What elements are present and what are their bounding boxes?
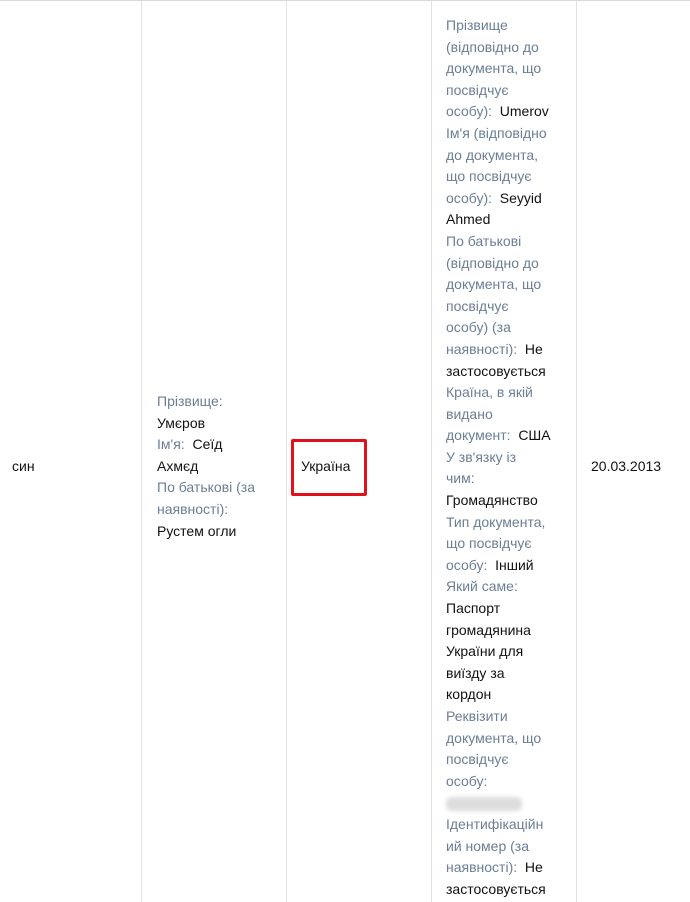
doc-line: Тип документа,: [446, 513, 546, 530]
doc-value: Громадянство: [446, 492, 538, 509]
redacted-document-number: [446, 792, 571, 814]
doc-label: особу:: [446, 556, 488, 573]
doc-line: (відповідно до: [446, 254, 539, 271]
doc-line: видано: [446, 405, 493, 422]
doc-line: що посвідчує: [446, 535, 532, 552]
doc-line: особу:: [446, 772, 488, 789]
doc-value: Ahmed: [446, 211, 491, 228]
doc-value: кордон: [446, 686, 492, 703]
doc-line: чим:: [446, 470, 475, 487]
column-divider: [286, 1, 287, 902]
doc-line: Ім'я (відповідно: [446, 124, 547, 141]
doc-line: [446, 857, 571, 879]
doc-line: [446, 555, 571, 577]
doc-line: Реквізити: [446, 708, 508, 724]
doc-line: особу) (за: [446, 319, 511, 336]
doc-label: особу):: [446, 103, 492, 120]
doc-line: що посвідчує: [446, 168, 532, 185]
surname-label: Прізвище:: [157, 393, 223, 409]
doc-value: Не: [524, 859, 543, 876]
doc-line: посвідчує: [446, 751, 509, 768]
doc-line: Прізвище: [446, 17, 508, 33]
doc-value: громадянина: [446, 621, 531, 638]
first-name-line: [157, 434, 279, 456]
doc-value: застосовується: [446, 880, 546, 897]
first-name-value: Сеїд: [192, 436, 223, 453]
doc-label: особу):: [446, 189, 492, 206]
doc-line: до документа,: [446, 146, 538, 163]
column-divider: [431, 1, 432, 902]
doc-line: [446, 339, 571, 361]
patronymic-label-cont: наявності):: [157, 500, 229, 517]
doc-line: документа, що: [446, 729, 542, 746]
doc-value: виїзду за: [446, 664, 505, 681]
name-cell: [157, 391, 279, 542]
doc-line: Ідентифікаційн: [446, 815, 544, 832]
doc-line: посвідчує: [446, 81, 509, 98]
doc-line: [446, 188, 571, 210]
doc-line: документа, що: [446, 60, 542, 77]
doc-value: застосовується: [446, 362, 546, 379]
column-divider: [576, 1, 577, 902]
doc-value: США: [518, 427, 551, 444]
doc-line: По батькові: [446, 232, 522, 249]
doc-value: Паспорт: [446, 600, 501, 617]
doc-value: Seyyid: [499, 189, 542, 206]
patronymic-value: Рустем огли: [157, 522, 237, 539]
document-details-cell: [446, 15, 571, 900]
doc-line: [446, 101, 571, 123]
date-cell: 20.03.2013: [591, 458, 662, 474]
first-name-label: Ім'я:: [157, 436, 185, 453]
redaction-blur: [446, 797, 522, 811]
doc-line: (відповідно до: [446, 38, 539, 55]
doc-label: наявності):: [446, 859, 518, 876]
relation-cell: син: [12, 458, 35, 474]
doc-line: Який саме:: [446, 578, 518, 595]
doc-line: ий номер (за: [446, 837, 530, 854]
doc-line: посвідчує: [446, 297, 509, 314]
patronymic-label: По батькові (за: [157, 479, 255, 496]
doc-label: документ:: [446, 427, 511, 444]
citizenship-cell: Україна: [301, 458, 351, 474]
doc-line: [446, 425, 571, 447]
doc-label: наявності):: [446, 340, 518, 357]
doc-value: Umerov: [499, 103, 549, 120]
doc-line: документа, що: [446, 276, 542, 293]
doc-value: Не: [524, 340, 543, 357]
doc-line: У зв'язку із: [446, 448, 517, 465]
doc-line: Країна, в якій: [446, 384, 533, 401]
citizenship-highlight-frame: [291, 439, 367, 496]
doc-value: Інший: [495, 556, 534, 573]
first-name-value-cont: Ахмєд: [157, 457, 199, 474]
column-divider: [141, 1, 142, 902]
surname-value: Умєров: [157, 414, 206, 431]
doc-value: України для: [446, 643, 524, 660]
